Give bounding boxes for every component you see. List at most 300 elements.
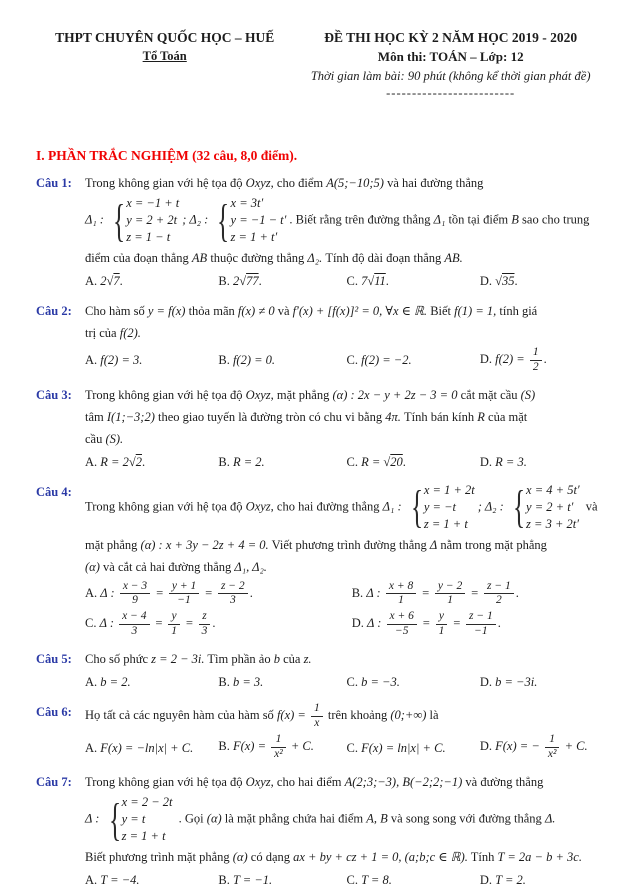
radical-sign: √: [495, 274, 502, 288]
text-run: Tìm phần ảo: [204, 651, 274, 666]
question: [36, 771, 608, 886]
text-run: A.: [85, 353, 101, 368]
math-run: f(1) = 1,: [454, 304, 497, 318]
math-run: =: [449, 616, 465, 631]
text-run: trị của: [85, 326, 120, 340]
options-row: [85, 451, 608, 473]
math-run: F(x) = ln|x| + C.: [361, 740, 446, 755]
question-line: [85, 701, 608, 732]
text-run: A.: [85, 674, 101, 689]
square-root: [383, 455, 402, 469]
text-run: là: [426, 707, 439, 722]
math-run: ax + by + cz + 1 = 0, (a;b;c ∈ ℝ).: [293, 849, 468, 864]
text-run: D.: [351, 616, 367, 631]
question: [36, 300, 608, 376]
option: [218, 732, 346, 763]
fraction: [120, 580, 150, 609]
radicand: 7: [113, 274, 120, 288]
math-run: Δ₁: [433, 212, 446, 227]
option: [480, 451, 608, 473]
text-run: và hai đường thẳng: [383, 176, 484, 190]
text-run: D.: [479, 454, 496, 469]
math-run: Δ.: [544, 811, 556, 826]
section-title: I. PHẦN TRẮC NGHIỆM (32 câu, 8,0 điểm).: [36, 148, 298, 163]
question-line: [85, 556, 608, 578]
equation-system: [212, 195, 286, 246]
radicand: 35: [502, 274, 515, 288]
text-run: C.: [346, 872, 362, 886]
math-run: z.: [303, 651, 312, 666]
math-run: f(x) =: [276, 707, 309, 722]
fraction-numerator: 1: [313, 701, 320, 714]
fraction-denominator: x: [311, 716, 323, 731]
fraction-denominator: 9: [120, 593, 150, 608]
math-run: b = 2.: [100, 674, 131, 689]
math-run: 2: [232, 274, 240, 288]
fraction-numerator: 1: [275, 733, 282, 746]
question-label: Câu 4:: [36, 484, 72, 499]
math-run: R: [477, 409, 485, 424]
math-run: (0;+∞): [390, 707, 427, 722]
system-brace: {: [410, 481, 423, 533]
fraction: [545, 733, 560, 762]
text-run: mặt phẳng: [85, 537, 141, 552]
system-line: x = −1 + t: [126, 196, 180, 210]
math-run: 4π.: [385, 409, 401, 424]
math-run: F(x) = −ln|x| + C.: [100, 740, 194, 755]
fraction-numerator: 1: [549, 733, 556, 746]
math-run: F(x) =: [232, 739, 270, 754]
text-run: Họ tất cả các nguyên hàm của hàm số: [85, 707, 277, 722]
option: [346, 671, 479, 693]
math-run: b = 3.: [232, 674, 264, 689]
system-lines: [126, 195, 179, 246]
fraction-denominator: −1: [466, 624, 496, 639]
system-line: z = 1 + t′: [230, 230, 278, 244]
fraction-denominator: 3: [119, 624, 149, 639]
header-left-block: [36, 30, 293, 101]
options-row: [85, 579, 608, 640]
equation-system: [406, 482, 475, 533]
math-run: =: [201, 585, 216, 600]
question-line: [85, 428, 608, 450]
math-run: =: [418, 616, 434, 631]
math-run: (α): [232, 849, 248, 864]
text-run: A.: [85, 872, 101, 886]
question: [36, 172, 608, 292]
math-run: Δ :: [366, 585, 384, 600]
math-run: (S).: [105, 431, 124, 446]
text-run: là mặt phẳng chứa hai điểm: [221, 811, 367, 826]
question-line: [85, 172, 608, 194]
fraction-numerator: 1: [532, 346, 539, 358]
question-label: Câu 6:: [36, 704, 72, 719]
text-run: A.: [85, 454, 101, 469]
fraction: [387, 610, 417, 639]
option: [480, 732, 608, 763]
text-run: Biết phương trình mặt phẳng: [85, 849, 233, 864]
math-run: =: [418, 585, 433, 600]
math-run: =: [181, 616, 197, 631]
system-brace: {: [512, 481, 526, 533]
system-line: y = −1 − t′: [230, 213, 287, 227]
math-run: (α): [206, 811, 222, 826]
fraction-numerator: x − 3: [122, 579, 148, 592]
text-run: điểm của đoạn thẳng: [85, 251, 192, 265]
math-run: AB: [191, 251, 208, 265]
question-line: [85, 300, 608, 322]
text-run: Cho hàm số: [85, 304, 148, 318]
text-run: Trong không gian với hệ tọa độ: [85, 774, 246, 789]
system-lines: [424, 482, 475, 533]
text-run: và song song với đường thẳng: [387, 811, 545, 826]
option: [346, 349, 479, 371]
text-run: của mặt: [484, 409, 528, 424]
math-run: ; Δ₂ :: [477, 498, 507, 513]
option: [218, 349, 346, 371]
math-run: Δ₂.: [307, 251, 323, 265]
text-run: C.: [85, 616, 100, 631]
system-brace: {: [217, 194, 230, 246]
exam-title: ĐỀ THI HỌC KỲ 2 NĂM HỌC 2019 - 2020: [324, 30, 578, 45]
math-run: + C.: [287, 739, 314, 754]
option: [218, 869, 346, 886]
option: [85, 737, 218, 759]
equation-system: [108, 195, 179, 246]
fraction-numerator: y: [171, 610, 177, 623]
math-run: A(5;−10;5): [326, 176, 384, 190]
text-run: B.: [218, 872, 233, 886]
system-line: z = 1 − t: [126, 230, 171, 244]
text-run: Viết phương trình đường thẳng: [268, 537, 430, 552]
text-run: C.: [346, 674, 362, 689]
math-run: ; Δ₂ :: [182, 212, 212, 227]
subject-line: Môn thi: TOÁN – Lớp: 12: [377, 49, 524, 64]
text-run: Tính: [467, 849, 498, 864]
math-run: f(2) = −2.: [361, 353, 412, 368]
text-run: C.: [346, 274, 362, 288]
math-run: =: [467, 585, 482, 600]
option: [346, 737, 479, 759]
text-run: cho hai điểm: [273, 774, 345, 789]
math-run: Oxyz,: [245, 774, 274, 789]
fraction-denominator: 1: [386, 593, 416, 608]
text-run: .: [385, 274, 389, 288]
system-line: x = 3t′: [230, 196, 264, 210]
divider-dashes: -------------------------: [386, 86, 516, 100]
text-run: D.: [479, 352, 496, 367]
option: [480, 869, 608, 886]
option: [85, 869, 218, 886]
text-run: .: [258, 274, 262, 288]
system-lines: [526, 482, 580, 533]
option: [85, 579, 352, 610]
math-run: 2: [100, 274, 107, 288]
text-run: .: [249, 585, 253, 600]
option: [85, 671, 218, 693]
fraction-numerator: x + 6: [389, 610, 414, 623]
fraction-denominator: −5: [387, 624, 417, 639]
fraction-denominator: 1: [435, 593, 465, 608]
math-run: I(1;−3;2): [106, 409, 155, 424]
math-run: f(x) ≠ 0: [237, 304, 275, 318]
math-run: T = 2a − b + 3c.: [497, 849, 582, 864]
equation-system: [508, 482, 580, 533]
option: [480, 345, 608, 376]
text-run: D.: [479, 274, 496, 288]
radical-sign: √: [383, 454, 391, 469]
text-run: .: [515, 585, 519, 600]
option: [218, 671, 346, 693]
radicand: 20: [390, 454, 403, 469]
math-run: T = −1.: [232, 872, 273, 886]
text-run: .: [543, 352, 547, 367]
fraction-numerator: x − 4: [122, 610, 147, 623]
text-run: C.: [346, 740, 362, 755]
question-body: [85, 648, 608, 693]
square-root: [129, 455, 142, 469]
fraction: [199, 610, 211, 639]
text-run: mặt phẳng: [273, 387, 333, 402]
question-label: Câu 3:: [36, 387, 72, 402]
text-run: B.: [218, 739, 233, 754]
question-label: Câu 1:: [36, 176, 72, 190]
math-run: R = 3.: [495, 454, 527, 469]
question-line: [85, 322, 608, 344]
option: [85, 349, 218, 371]
system-line: z = 3 + 2t′: [526, 516, 579, 531]
system-line: x = 2 − 2t: [121, 794, 173, 809]
radical-sign: √: [367, 274, 375, 288]
math-run: b = −3.: [361, 674, 400, 689]
school-name: THPT CHUYÊN QUỐC HỌC – HUẾ: [55, 30, 275, 45]
math-run: R = 2.: [232, 454, 265, 469]
fraction-numerator: z − 1: [469, 610, 493, 623]
system-line: y = 2 + 2t: [126, 213, 178, 227]
text-run: . Biết rằng trên đường thẳng: [289, 212, 434, 227]
question-label: Câu 5:: [36, 651, 72, 666]
text-run: theo giao tuyến là đường tròn có chu vi bằng: [154, 409, 386, 424]
question: [36, 384, 608, 473]
fraction-denominator: 1: [436, 624, 448, 639]
fraction: [436, 610, 448, 639]
options-row: [85, 345, 608, 376]
header-right-block: [293, 30, 608, 101]
fraction-denominator: x²: [545, 747, 560, 762]
question-line: [85, 534, 608, 556]
math-run: Δ :: [85, 811, 103, 826]
question-line: [85, 247, 608, 269]
system-line: x = 1 + 2t: [423, 482, 475, 497]
fraction: [435, 580, 465, 609]
radical-sign: √: [128, 454, 136, 469]
text-run: .: [119, 274, 123, 288]
text-run: có dạng: [247, 849, 294, 864]
question-line: [85, 384, 608, 406]
system-line: z = 1 + t: [121, 828, 166, 843]
math-run: Δ :: [367, 616, 385, 631]
text-run: B.: [351, 585, 367, 600]
option: [218, 270, 346, 292]
options-row: [85, 270, 608, 292]
radicand: 77: [246, 274, 259, 288]
questions: [36, 172, 608, 886]
fraction-numerator: z: [202, 610, 207, 623]
text-run: thuộc đường thẳng: [207, 251, 308, 265]
fraction-denominator: 3: [199, 624, 211, 639]
math-run: (α) : 2x − y + 2z − 3 = 0: [332, 387, 458, 402]
fraction-denominator: x²: [271, 747, 286, 762]
math-run: R =: [361, 454, 384, 469]
math-run: Oxyz,: [245, 176, 274, 190]
fraction-numerator: y + 1: [171, 579, 197, 592]
math-run: (α) : x + 3y − 2z + 4 = 0.: [140, 537, 269, 552]
exam-header: [36, 30, 608, 101]
text-run: và: [274, 304, 293, 318]
text-run: D.: [479, 739, 496, 754]
question: [36, 648, 608, 693]
question-body: [85, 481, 608, 640]
question-label: Câu 7:: [36, 774, 72, 789]
duration-line: Thời gian làm bài: 90 phút (không kể thời gian phát đề): [310, 69, 591, 83]
math-run: Oxyz,: [245, 498, 274, 513]
radical-sign: √: [239, 274, 247, 288]
text-run: cho điểm: [273, 176, 327, 190]
fraction: [169, 580, 199, 609]
math-run: f(2).: [119, 326, 141, 340]
math-run: T = −4.: [100, 872, 140, 886]
math-run: Δ :: [99, 616, 118, 631]
question-body: [85, 384, 608, 473]
system-line: y = 2 + t′: [526, 499, 574, 514]
fraction-denominator: 2: [530, 360, 542, 375]
fraction-numerator: y − 2: [437, 579, 463, 592]
department-name: Tổ Toán: [142, 49, 187, 63]
math-run: Δ: [429, 537, 438, 552]
math-run: b = −3i.: [495, 674, 538, 689]
fraction: [484, 580, 514, 609]
text-run: Trong không gian với hệ tọa độ: [85, 498, 246, 513]
fraction-denominator: 3: [218, 593, 248, 608]
fraction-numerator: y: [438, 610, 445, 623]
question-line: [85, 648, 608, 670]
text-run: Biết: [427, 304, 455, 318]
math-run: AB.: [444, 251, 463, 265]
math-run: f(2) =: [495, 352, 528, 367]
text-run: B.: [218, 353, 233, 368]
text-run: và cắt cả hai đường thẳng: [99, 559, 235, 574]
text-run: của: [279, 651, 304, 666]
text-run: thỏa mãn: [185, 304, 238, 318]
option: [352, 609, 608, 640]
system-lines: [122, 794, 173, 845]
text-run: Trong không gian với hệ tọa độ: [85, 176, 246, 190]
text-run: và: [582, 498, 598, 513]
option: [346, 869, 479, 886]
square-root: [495, 274, 514, 288]
text-run: B.: [218, 674, 233, 689]
text-run: .: [141, 454, 146, 469]
math-run: T = 8.: [361, 872, 392, 886]
option: [352, 579, 608, 610]
fraction: [271, 733, 286, 762]
question-line: [85, 846, 608, 868]
radicand: 11: [374, 274, 386, 288]
math-run: Δ₁, Δ₂.: [234, 559, 267, 574]
option: [346, 270, 479, 292]
math-run: f(2) = 0.: [232, 353, 276, 368]
text-run: trên khoảng: [324, 707, 391, 722]
fraction: [530, 346, 542, 375]
question-body: [85, 701, 608, 763]
math-run: =: [152, 585, 167, 600]
text-run: Trong không gian với hệ tọa độ: [85, 387, 246, 402]
text-run: .: [514, 274, 518, 288]
system-lines: [231, 195, 287, 246]
fraction: [168, 610, 180, 639]
math-run: B: [511, 212, 519, 227]
options-row: [85, 869, 608, 886]
text-run: tâm: [85, 409, 107, 424]
question-body: [85, 172, 608, 292]
fraction-denominator: 1: [168, 624, 180, 639]
option: [85, 451, 218, 473]
text-run: Cho số phức: [85, 651, 152, 666]
option: [85, 270, 218, 292]
text-run: nằm trong mặt phẳng: [437, 537, 547, 552]
question-line: [85, 481, 608, 534]
option: [218, 451, 346, 473]
fraction: [119, 610, 149, 639]
fraction-numerator: z − 1: [486, 579, 511, 592]
math-run: f′(x) + [f(x)]² = 0, ∀x ∈ ℝ.: [292, 304, 428, 318]
math-run: (α): [85, 559, 100, 574]
question-line: [85, 194, 608, 247]
text-run: A.: [85, 740, 101, 755]
option: [480, 671, 608, 693]
fraction: [466, 610, 496, 639]
text-run: A.: [85, 585, 101, 600]
text-run: C.: [346, 454, 362, 469]
square-root: [107, 274, 120, 288]
square-root: [239, 274, 258, 288]
math-run: b: [273, 651, 280, 666]
question-body: [85, 771, 608, 886]
text-run: cắt mặt cầu: [457, 387, 521, 402]
text-run: Tính độ dài đoạn thẳng: [322, 251, 445, 265]
fraction-denominator: −1: [169, 593, 199, 608]
question-body: [85, 300, 608, 376]
system-line: z = 1 + t: [423, 516, 468, 531]
question-line: [85, 406, 608, 428]
math-run: A(2;3;−3), B(−2;2;−1): [344, 774, 463, 789]
math-run: + C.: [561, 739, 588, 754]
fraction: [218, 580, 248, 609]
system-brace: {: [113, 194, 126, 246]
text-run: D.: [479, 872, 496, 886]
question-line: [85, 771, 608, 793]
text-run: tính giá: [496, 304, 538, 318]
option: [480, 270, 608, 292]
system-brace: {: [108, 793, 121, 845]
question-label: Câu 2:: [36, 304, 72, 318]
math-run: (S): [520, 387, 536, 402]
text-run: và đường thẳng: [462, 774, 544, 789]
fraction: [311, 702, 323, 731]
system-line: y = −t: [423, 499, 457, 514]
fraction-numerator: x + 8: [388, 579, 414, 592]
text-run: A.: [85, 274, 101, 288]
